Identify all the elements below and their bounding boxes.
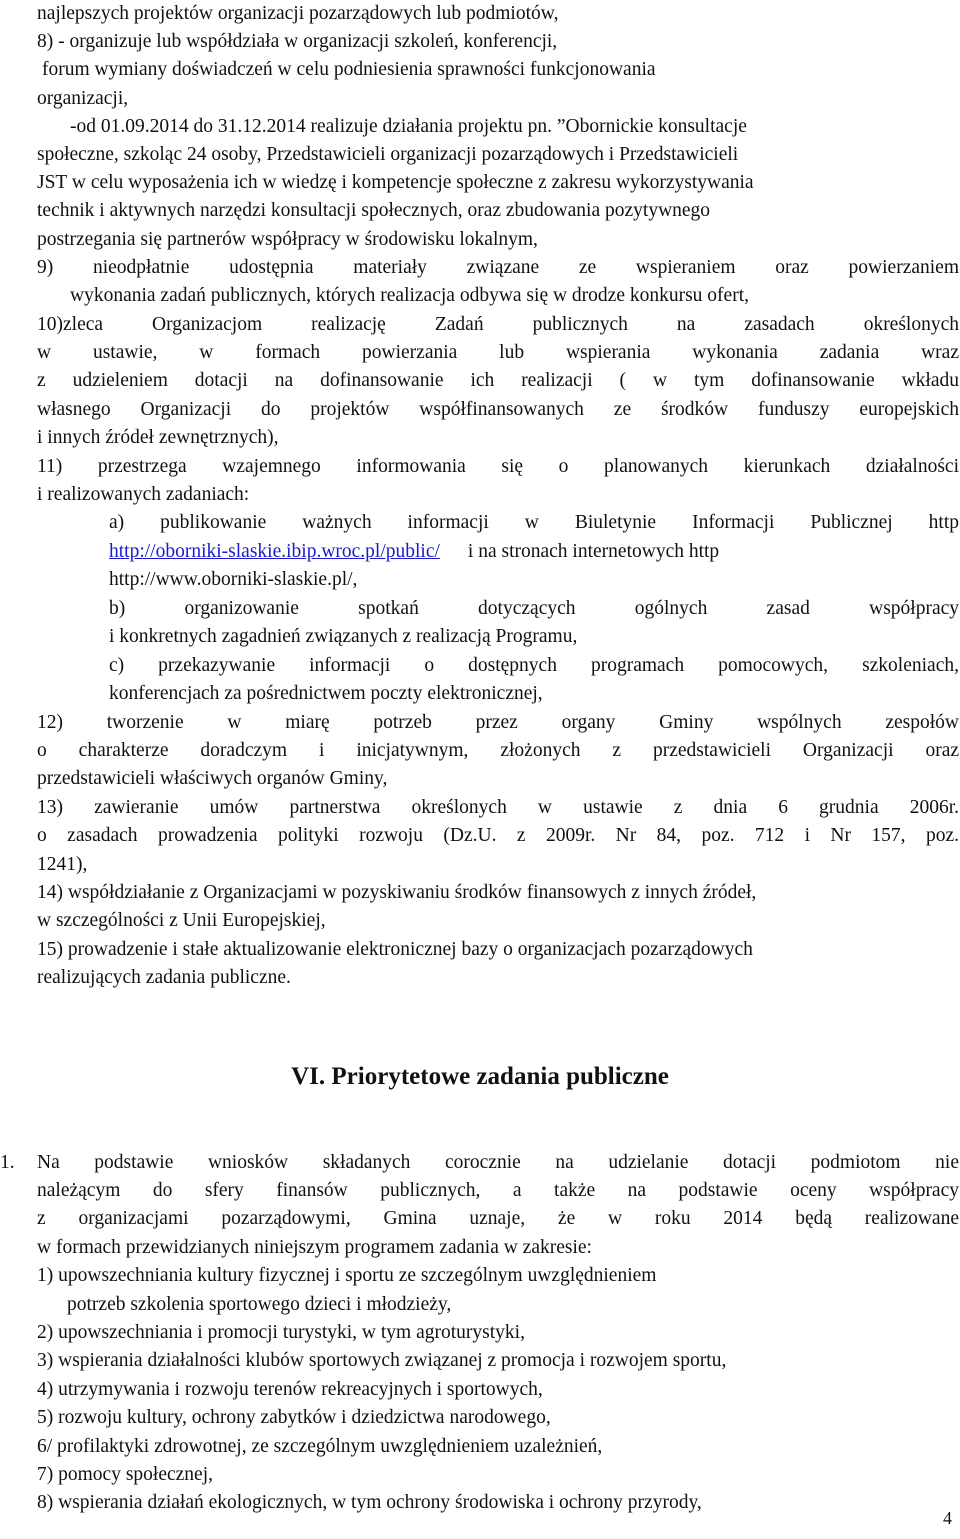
point-1-text: Na podstawie wniosków składanych corocznie na udzielanie dotacji podmiotom nie bbox=[37, 1152, 959, 1173]
sub-item-b: b) organizowanie spotkań dotyczących ogólnych zasad współpracy bbox=[109, 598, 959, 619]
section-heading: VI. Priorytetowe zadania publiczne bbox=[291, 1063, 669, 1090]
page-number: 4 bbox=[943, 1508, 952, 1528]
list-item-15: 15) prowadzenie i stałe aktualizowanie elektronicznej bazy o organizacjach pozarządowych bbox=[37, 939, 753, 960]
text-line: -od 01.09.2014 do 31.12.2014 realizuje działania projektu pn. ”Obornickie konsultacje bbox=[70, 116, 747, 137]
text-line bbox=[109, 538, 959, 566]
text-line: http://www.oborniki-slaskie.pl/, bbox=[109, 569, 358, 590]
text-line: i konkretnych zagadnień związanych z realizacją Programu, bbox=[109, 626, 578, 647]
text-line: o charakterze doradczym i inicjatywnym, złożonych z przedstawicieli Organizacji oraz bbox=[37, 740, 959, 761]
sub-item-c: c) przekazywanie informacji o dostępnych programach pomocowych, szkoleniach, bbox=[109, 655, 959, 676]
text-line: JST w celu wyposażenia ich w wiedzę i kompetencje społeczne z zakresu wykorzystywania bbox=[37, 172, 754, 193]
text-line: technik i aktywnych narzędzi konsultacji społecznych, oraz zbudowania pozytywnego bbox=[37, 200, 711, 221]
text-line: 1241), bbox=[37, 854, 88, 875]
text-line: i innych źródeł zewnętrznych), bbox=[37, 427, 279, 448]
task-item-4: 4) utrzymywania i rozwoju terenów rekreacyjnych i sportowych, bbox=[37, 1379, 543, 1400]
text-line: w ustawie, w formach powierzania lub wspierania wykonania zadania wraz bbox=[37, 342, 959, 363]
point-number: 1. bbox=[0, 1152, 15, 1173]
list-item-12: 12) tworzenie w miarę potrzeb przez organy Gminy wspólnych zespołów bbox=[37, 712, 959, 733]
text-line: w szczególności z Unii Europejskiej, bbox=[37, 910, 326, 931]
list-item-11: 11) przestrzega wzajemnego informowania się o planowanych kierunkach działalności bbox=[37, 456, 959, 477]
text-line: o zasadach prowadzenia polityki rozwoju (Dz.U. z 2009r. Nr 84, poz. 712 i Nr 157, poz. bbox=[37, 825, 959, 846]
task-item-5: 5) rozwoju kultury, ochrony zabytków i dziedzictwa narodowego, bbox=[37, 1407, 551, 1428]
text-line: potrzeb szkolenia sportowego dzieci i młodzieży, bbox=[67, 1294, 452, 1315]
text-line: konferencjach za pośrednictwem poczty elektronicznej, bbox=[109, 683, 543, 704]
text-line: własnego Organizacji do projektów współfinansowanych ze środków funduszy europejskich bbox=[37, 399, 959, 420]
task-item-6: 6/ profilaktyki zdrowotnej, ze szczególnym uwzględnieniem uzależnień, bbox=[37, 1436, 603, 1457]
text-line: postrzegania się partnerów współpracy w środowisku lokalnym, bbox=[37, 229, 538, 250]
list-item-13: 13) zawieranie umów partnerstwa określonych w ustawie z dnia 6 grudnia 2006r. bbox=[37, 797, 959, 818]
text-line: społeczne, szkoląc 24 osoby, Przedstawicieli organizacji pozarządowych i Przedstawicieli bbox=[37, 144, 739, 165]
list-item-9: 9) nieodpłatnie udostępnia materiały związane ze wspieraniem oraz powierzaniem bbox=[37, 257, 959, 278]
task-item-3: 3) wspierania działalności klubów sportowych związanej z promocja i rozwojem sportu, bbox=[37, 1350, 727, 1371]
text-line: i realizowanych zadaniach: bbox=[37, 484, 250, 505]
sub-item-a: a) publikowanie ważnych informacji w Biuletynie Informacji Publicznej http bbox=[109, 512, 959, 533]
bip-link[interactable]: http://oborniki-slaskie.ibip.wroc.pl/public/ bbox=[109, 541, 440, 562]
text-line: organizacji, bbox=[37, 88, 129, 109]
text-line: najlepszych projektów organizacji pozarządowych lub podmiotów, bbox=[37, 3, 559, 24]
text-line: wykonania zadań publicznych, których realizacja odbywa się w drodze konkursu ofert, bbox=[70, 285, 749, 306]
list-item-10: 10)zleca Organizacjom realizację Zadań publicznych na zasadach określonych bbox=[37, 314, 959, 335]
text-line: realizujących zadania publiczne. bbox=[37, 967, 291, 988]
list-item-14: 14) współdziałanie z Organizacjami w pozyskiwaniu środków finansowych z innych źródeł, bbox=[37, 882, 757, 903]
task-item-1: 1) upowszechniania kultury fizycznej i sportu ze szczególnym uwzględnieniem bbox=[37, 1265, 657, 1286]
text-fragment: i na stronach internetowych http bbox=[467, 541, 720, 562]
text-line: forum wymiany doświadczeń w celu podniesienia sprawności funkcjonowania bbox=[42, 59, 656, 80]
task-item-7: 7) pomocy społecznej, bbox=[37, 1464, 213, 1485]
text-line: 8) - organizuje lub współdziała w organizacji szkoleń, konferencji, bbox=[37, 31, 558, 52]
task-item-2: 2) upowszechniania i promocji turystyki, w tym agroturystyki, bbox=[37, 1322, 525, 1343]
text-line: przedstawicieli właściwych organów Gminy, bbox=[37, 768, 388, 789]
text-line: z udzieleniem dotacji na dofinansowanie ich realizacji ( w tym dofinansowanie wkładu bbox=[37, 370, 959, 391]
text-line: należącym do sfery finansów publicznych, a także na podstawie oceny współpracy bbox=[37, 1180, 959, 1201]
text-line: z organizacjami pozarządowymi, Gmina uznaje, że w roku 2014 będą realizowane bbox=[37, 1208, 959, 1229]
task-item-8: 8) wspierania działań ekologicznych, w tym ochrony środowiska i ochrony przyrody, bbox=[37, 1492, 702, 1513]
text-line: w formach przewidzianych niniejszym programem zadania w zakresie: bbox=[37, 1237, 592, 1258]
